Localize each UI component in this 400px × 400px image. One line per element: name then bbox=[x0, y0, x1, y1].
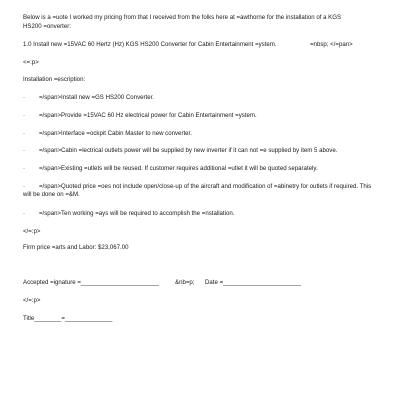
p-close-tag: </=:p> bbox=[23, 297, 41, 304]
bullet-item: =/span>Interface =ockpit Cabin Master to new converter. bbox=[39, 130, 192, 137]
bullet-glyph: · bbox=[23, 94, 26, 101]
bullet-glyph: · bbox=[23, 165, 26, 172]
bullet-glyph: · bbox=[23, 210, 26, 217]
description-heading: Installation =escription: bbox=[23, 76, 86, 83]
firm-price: Firm price =arts and Labor: $23,067.00 bbox=[23, 244, 129, 251]
bullet-item: =/span>Provide =15VAC 60 Hz electrical power for Cabin Entertainment =ystem. bbox=[39, 112, 257, 119]
bullet-glyph: · bbox=[23, 183, 26, 190]
bullet-item-wrapped: =/span>Quoted price =oes not include open/close-up of the aircraft and modification of =abinetry for outlets if required. This will be done on =&M. bbox=[23, 183, 372, 198]
title-line: Title________=______________ bbox=[23, 315, 113, 322]
quote-item-tail: =nbsp; </=pan> bbox=[310, 41, 353, 48]
p-close-tag: </=:p> bbox=[23, 228, 41, 235]
bullet-item: =/span>Existing =utlets will be reused. If customer requires additional =utlet it will be quoted separately. bbox=[39, 165, 318, 172]
bullet-item: =/span>Ten working =ays will be required to accomplish the =nstallation. bbox=[39, 210, 235, 217]
bullet-item: =/span>Install new =GS HS200 Converter. bbox=[39, 94, 155, 101]
nbsp-entity: &nb=p; bbox=[175, 279, 195, 286]
intro-line-1: Below is a =uote I worked my pricing from that I received from the folks here at =awthorne for the installation of a KGS bbox=[23, 14, 342, 21]
accepted-signature-line: Accepted =ignature =_______________________ bbox=[23, 279, 159, 286]
bullet-glyph: · bbox=[23, 112, 26, 119]
bullet-item: =/span>Cabin =lectrical outlets power will be supplied by new inverter if it can not =e supplied by item 5 above. bbox=[39, 147, 338, 154]
bullet-glyph: · bbox=[23, 147, 26, 154]
quote-item: 1.0 Install new =15VAC 60 Hertz (Hz) KGS HS200 Converter for Cabin Entertainment =ystem. bbox=[23, 41, 277, 48]
date-line: Date =_______________________ bbox=[205, 279, 302, 286]
bullet-glyph: · bbox=[23, 130, 26, 137]
intro-line-2: HS200 =onverter: bbox=[23, 23, 71, 30]
p-open-tag: <=:p> bbox=[23, 59, 39, 66]
